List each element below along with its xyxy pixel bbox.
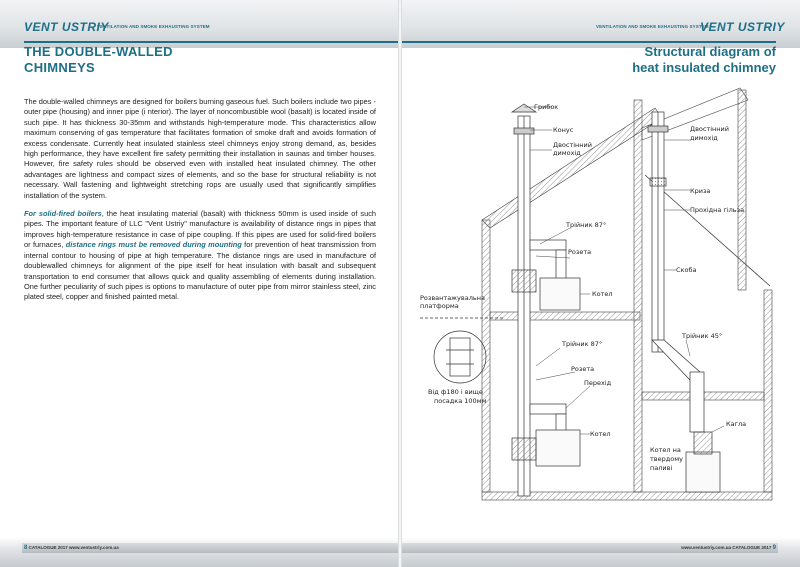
footer-catalogue: CATALOGUE 2017	[732, 545, 772, 550]
footer-catalogue: CATALOGUE 2017	[28, 545, 68, 550]
distance-rings-warning: distance rings must be removed during mounting	[65, 240, 242, 250]
brand-tagline: VENTILATION AND SMOKE EXHAUSTING SYSTEM	[596, 24, 709, 29]
label-dvostinniy-1b: димохід	[553, 149, 581, 157]
label-prokhidna: Прохідна гільза	[690, 206, 745, 214]
label-gribok: Грибок	[534, 103, 559, 111]
footer-site: www.ventustriy.com.ua	[68, 545, 119, 550]
label-vid-b: посадка 100мм	[434, 397, 487, 405]
label-kotel-tverdomu-c: паливі	[650, 464, 673, 472]
label-kryza: Криза	[690, 187, 711, 195]
page-title-line1: Structural diagram of	[644, 44, 776, 59]
label-kotel-top: Котел	[592, 290, 613, 298]
label-rozeta-bottom: Розета	[571, 365, 595, 373]
label-dvostinniy-1a: Двостінний	[553, 141, 592, 149]
chimney-right	[648, 112, 723, 492]
label-skoba: Скоба	[676, 266, 697, 274]
brand-logo: VENT USTRIY	[24, 20, 109, 34]
label-kotel-bottom: Котел	[590, 430, 611, 438]
paragraph-intro: The double-walled chimneys are designed for boilers burning gaseous fuel. Such boilers include two pipes - outer pipe (housing) and inner pipe (i nterior). The layer of noncombustible wool (basalt) is located inside of such pipe. It has thickness 30-35mm and withstands high-temperature mode. This characteristics allow maximum conserving of gas temperature that facilitates formation of smoke draft and avoids formation of excess condensate. Currently heat insulated stainless steel chimneys enjoy strong demand, as, besides high performance, they have excellent fire safety permitting their installation in saunas and timber houses. However, fire safety rules should be observed even with installed heat insulated chimney. The other advantages are lightness and compact sizes of elements, and so the base for structural reliability is not necessary. Wall fastening and lightweight stretching rops are usually used that significantly simplifies installation of the system.	[24, 97, 376, 200]
label-platform-b: платформа	[420, 302, 459, 310]
label-dvostinniy-2a: Двостінний	[690, 125, 729, 133]
brand-logo: VENT USTRIY	[700, 20, 785, 34]
label-kotel-tverdomu-a: Котел на	[650, 446, 681, 454]
footer-site: www.ventustriy.com.ua	[681, 545, 732, 550]
solid-fired-lead: For solid-fired boilers	[24, 209, 102, 219]
label-triynyk-45: Трійник 45°	[682, 332, 723, 340]
label-kagla: Кагла	[726, 420, 747, 428]
page-title-line1: THE DOUBLE-WALLED	[24, 44, 173, 59]
label-kotel-tverdomu-b: твердому	[650, 455, 683, 463]
label-triynyk-87-bottom: Трійник 87°	[562, 340, 603, 348]
label-perekhid: Перехід	[584, 379, 612, 387]
solid-fired-text-1: , the heat insulating material (basalt) with thickness 50mm is used inside of such pipes. The important feature of LLC "Vent Ustriy" manufacture is availability of distance rings in pipes that improves high-temperature resistance in case of pipe coupling. If this pipes are used for solid-fired boilers or furnaces,	[24, 209, 377, 250]
label-konus: Конус	[553, 126, 574, 134]
brand-tagline: VENTILATION AND SMOKE EXHAUSTING SYSTEM	[97, 24, 210, 29]
label-platform-a: Розвантажувальна	[420, 294, 485, 302]
solid-fired-text-2: for prevention of heat transmission from internal contour to housing of pipe at high temperature. The distance rings are used in manufacture of doublewalled chimneys for alignment of the pipe itself for heat insulation with basalt and subsequent transportation to end consumer that allows quick and quality assembling of elements during installation. One further peculiarity of such pipes is options to manufacture of outer pipe from mirror stainless steel, zinc plated steel, copper and finished painted metal.	[24, 240, 376, 302]
label-triynyk-87-top: Трійник 87°	[566, 221, 607, 229]
label-vid-a: Від ф180 і вище	[428, 388, 483, 396]
detail-inset	[420, 318, 505, 383]
page-number: 8	[24, 545, 28, 551]
page-number: 9	[772, 545, 776, 551]
page-title-line2: CHIMNEYS	[24, 60, 96, 75]
page-title-line2: heat insulated chimney	[632, 60, 776, 75]
chimney-left	[512, 104, 580, 496]
label-dvostinniy-2b: димохід	[690, 134, 718, 142]
label-rozeta-top: Розета	[568, 248, 592, 256]
